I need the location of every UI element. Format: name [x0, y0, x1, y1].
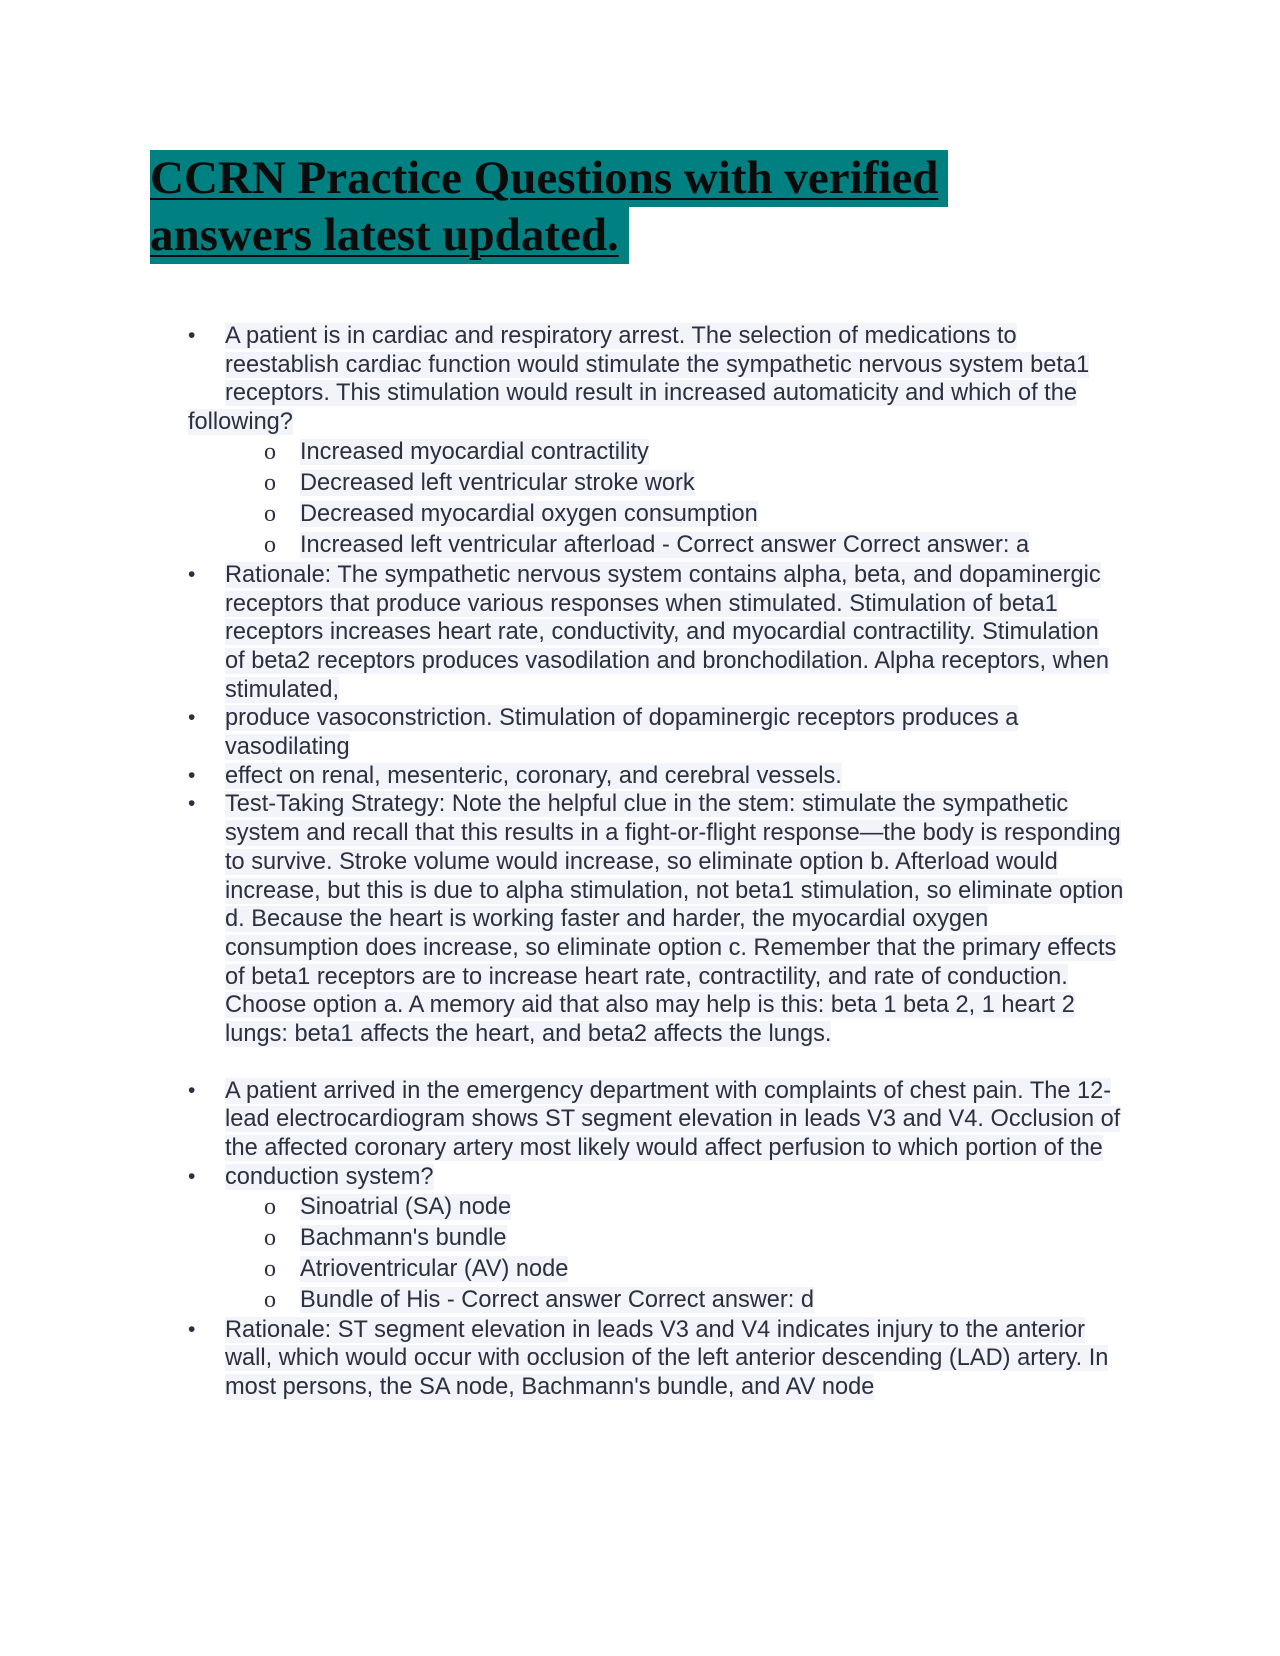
option-text: Increased myocardial contractility: [300, 438, 649, 465]
bullet-marker: •: [188, 1317, 196, 1341]
q2-rationale-text: Rationale: ST segment elevation in leads V3 and V4 indicates injury to the anterior wall, which would occur with occlusion of the left anterior descending (LAD) artery. In most persons, the SA node, Bachmann's bundle, and AV node: [225, 1316, 1109, 1400]
q1-strategy-item: [188, 790, 1125, 1048]
q1-rationale-end-item: [188, 762, 1125, 791]
q1-option-a: [264, 437, 1150, 468]
sub-marker: o: [264, 438, 276, 465]
sub-marker: o: [264, 1255, 276, 1282]
q1-rationale-text: Rationale: The sympathetic nervous system contains alpha, beta, and dopaminergic receptors that produce various responses when stimulated. Stimulation of beta1 receptors increases heart rate, conductivity, and myocardial contractility. Stimulation of beta2 receptors produces vasodilation and bronchodilation. Alpha receptors, when stimulated,: [225, 561, 1110, 703]
q1-stem: A patient is in cardiac and respiratory arrest. The selection of medications to reestablish cardiac function would stimulate the sympathetic nervous system beta1 receptors. This stimulation would result in increased automaticity and which of the: [225, 323, 1090, 407]
sub-marker: o: [264, 469, 276, 496]
q2-stem-tail-item: [188, 1163, 1125, 1192]
document-title: [150, 150, 1030, 264]
q2-option-a: [264, 1192, 1150, 1223]
bullet-marker: •: [188, 763, 196, 787]
option-text: Bachmann's bundle: [300, 1224, 507, 1251]
q1-rationale-end-text: effect on renal, mesenteric, coronary, and cerebral vessels.: [225, 762, 842, 789]
q2-option-c: [264, 1254, 1150, 1285]
q2-option-d: [264, 1285, 1150, 1316]
q1-rationale-item: [188, 561, 1125, 705]
q1-option-d: [264, 530, 1150, 561]
bullet-marker: •: [188, 1164, 196, 1188]
q2-rationale-item: [188, 1316, 1125, 1402]
section-gap: [0, 1049, 1280, 1077]
bullet-marker: •: [188, 562, 196, 586]
q1-stem-tail-line: [188, 408, 1280, 437]
option-text: Increased left ventricular afterload - Correct answer Correct answer: a: [300, 531, 1030, 558]
q2-stem-item: [188, 1077, 1125, 1163]
q1-strategy-text: Test-Taking Strategy: Note the helpful clue in the stem: stimulate the sympathetic system and recall that this results in a fight-or-flight response—the body is responding to survive. Stroke volume would increase, so eliminate option b. Afterload would increase, but this is due to alpha stimulation, not beta1 stimulation, so eliminate option d. Because the heart is working faster and harder, the myocardial oxygen consumption does increase, so eliminate option c. Remember that the primary effects of beta1 receptors are to increase heart rate, contractility, and rate of conduction. Choose option a. A memory aid that also may help is this: beta 1 beta 2, 1 heart 2 lungs: beta1 affects the heart, and beta2 affects the lungs.: [225, 791, 1124, 1048]
q1-stem-item: [188, 322, 1125, 408]
option-text: Sinoatrial (SA) node: [300, 1193, 512, 1220]
sub-marker: o: [264, 1193, 276, 1220]
q2-stem-tail: conduction system?: [225, 1163, 434, 1190]
q2-option-b: [264, 1223, 1150, 1254]
bullet-marker: •: [188, 324, 196, 347]
sub-marker: o: [264, 500, 276, 527]
sub-marker: o: [264, 1286, 276, 1313]
q1-option-c: [264, 499, 1150, 530]
option-text: Atrioventricular (AV) node: [300, 1255, 569, 1282]
q1-option-b: [264, 468, 1150, 499]
option-text: Decreased myocardial oxygen consumption: [300, 500, 758, 527]
bullet-marker: •: [188, 706, 196, 730]
q1-stem-tail: following?: [188, 409, 293, 436]
sub-marker: o: [264, 1224, 276, 1251]
q1-rationale-cont-text: produce vasoconstriction. Stimulation of dopaminergic receptors produces a vasodilating: [225, 705, 1019, 761]
title-line-2: answers latest updated.: [150, 207, 629, 264]
bullet-marker: •: [188, 792, 196, 816]
q2-stem: A patient arrived in the emergency department with complaints of chest pain. The 12-lead electrocardiogram shows ST segment elevation in leads V3 and V4. Occlusion of the affected coronary artery most likely would affect perfusion to which portion of the: [225, 1077, 1121, 1162]
sub-marker: o: [264, 531, 276, 558]
document-body: [0, 322, 1280, 1402]
title-line-1: CCRN Practice Questions with verified: [150, 150, 948, 207]
option-text: Bundle of His - Correct answer Correct answer: d: [300, 1286, 815, 1313]
q1-rationale-cont-item: [188, 704, 1125, 761]
option-text: Decreased left ventricular stroke work: [300, 469, 695, 496]
bullet-marker: •: [188, 1078, 196, 1102]
